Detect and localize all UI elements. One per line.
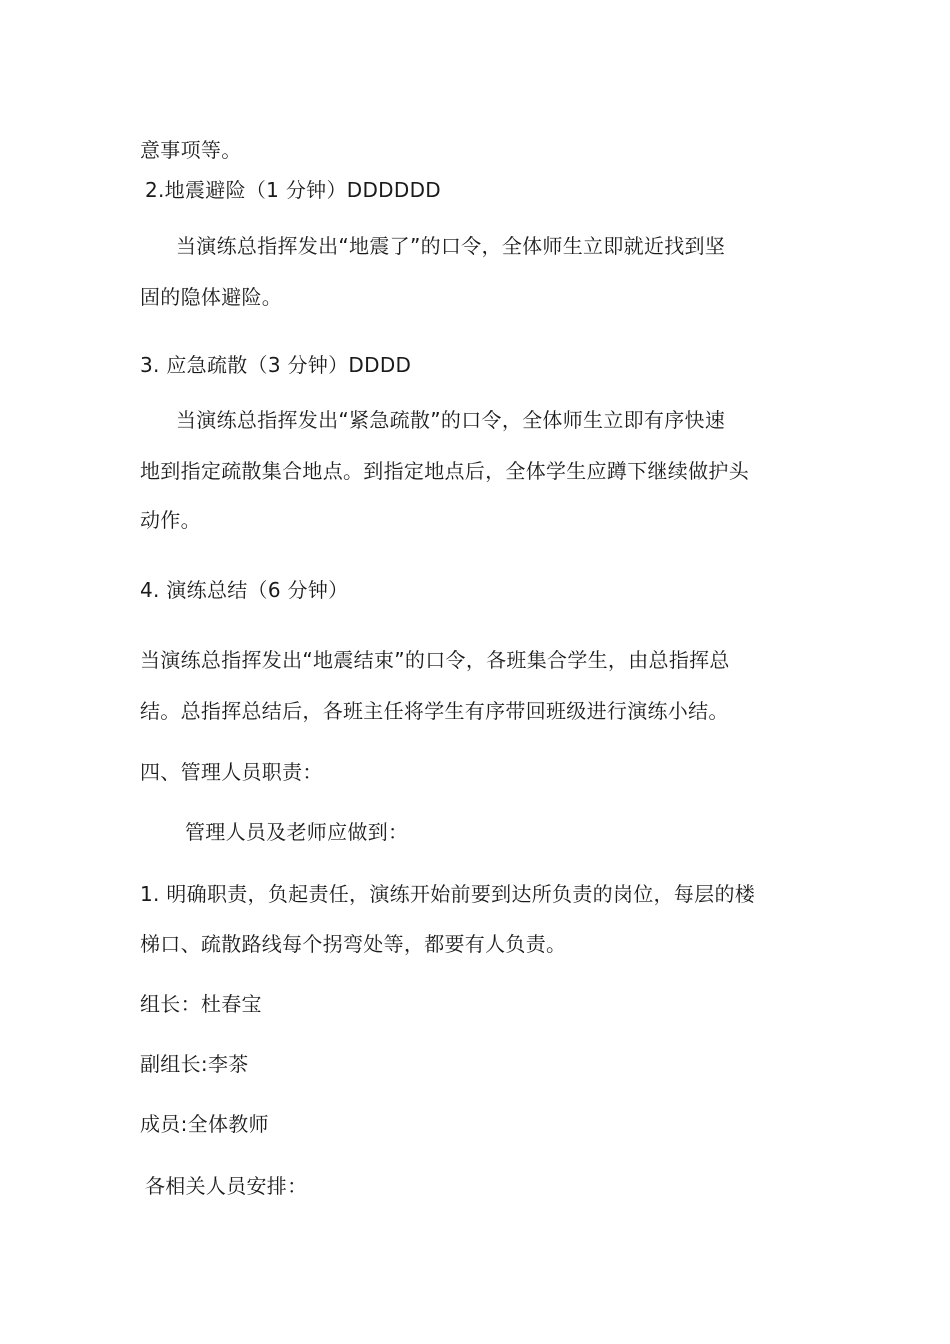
members-line: 成员:全体教师 <box>140 1112 269 1136</box>
paragraph-line: 意事项等。 <box>140 138 242 162</box>
paragraph-line: 1. 明确职责，负起责任，演练开始前要到达所负责的岗位，每层的楼 <box>140 882 756 906</box>
paragraph-line: 管理人员及老师应做到： <box>185 820 409 844</box>
paragraph-line: 梯口、疏散路线每个拐弯处等，都要有人负责。 <box>140 932 567 956</box>
section-heading-earthquake-avoidance: 2.地震避险（1 分钟）DDDDDD <box>145 178 441 202</box>
paragraph-line: 当演练总指挥发出“地震了”的口令，全体师生立即就近找到坚 <box>176 234 726 258</box>
team-leader-line: 组长：杜春宝 <box>140 992 262 1016</box>
section-heading-emergency-evacuation: 3. 应急疏散（3 分钟）DDDD <box>140 353 412 377</box>
staff-arrangement-line: 各相关人员安排： <box>145 1174 308 1198</box>
deputy-leader-line: 副组长:李茶 <box>140 1052 249 1076</box>
paragraph-line: 地到指定疏散集合地点。到指定地点后，全体学生应蹲下继续做护头 <box>140 459 749 483</box>
paragraph-line: 当演练总指挥发出“紧急疏散”的口令，全体师生立即有序快速 <box>176 408 726 432</box>
paragraph-line: 固的隐体避险。 <box>140 285 283 309</box>
paragraph-line: 当演练总指挥发出“地震结束”的口令，各班集合学生，由总指挥总 <box>140 648 730 672</box>
paragraph-line: 动作。 <box>140 508 201 532</box>
section-heading-drill-summary: 4. 演练总结（6 分钟） <box>140 578 349 602</box>
section-heading-management-duties: 四、管理人员职责： <box>140 760 323 784</box>
paragraph-line: 结。总指挥总结后，各班主任将学生有序带回班级进行演练小结。 <box>140 699 729 723</box>
